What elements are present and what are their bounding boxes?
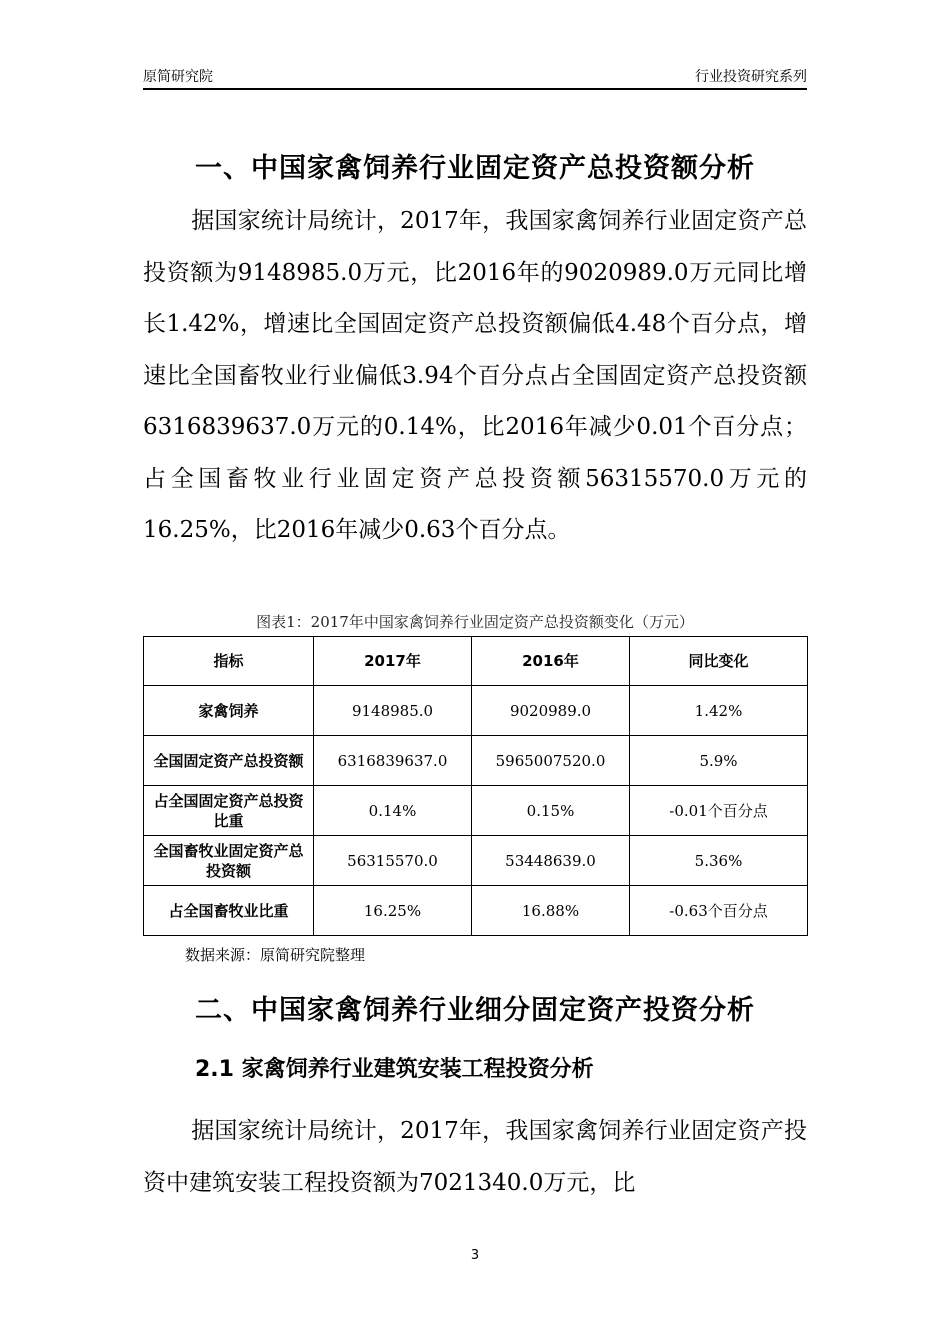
- row-label: 占全国畜牧业比重: [144, 886, 314, 936]
- section2-paragraph: [143, 1106, 807, 1209]
- page-header: [143, 62, 807, 90]
- table-cell: 6316839637.0: [314, 736, 472, 786]
- table-header-cell: 2017年: [314, 637, 472, 686]
- table-cell: 16.88%: [472, 886, 630, 936]
- investment-table: [143, 636, 808, 936]
- section1-paragraph: [143, 196, 807, 557]
- section2-paragraph-text: 据国家统计局统计，2017年，我国家禽饲养行业固定资产投资中建筑安装工程投资额为7021340.0万元，比: [143, 1118, 807, 1196]
- table-header-cell: 同比变化: [630, 637, 808, 686]
- header-org-name: 原简研究院: [143, 69, 213, 85]
- table-cell: 9148985.0: [314, 686, 472, 736]
- page-number: 3: [470, 1248, 480, 1263]
- table-cell: 0.14%: [314, 786, 472, 836]
- row-label: 全国畜牧业固定资产总投资额: [144, 836, 314, 886]
- table-row: [144, 886, 808, 936]
- table-row: [144, 686, 808, 736]
- table-cell: 53448639.0: [472, 836, 630, 886]
- table-caption: 图表1：2017年中国家禽饲养行业固定资产总投资额变化（万元）: [256, 613, 694, 631]
- table-row: [144, 786, 808, 836]
- section1-paragraph-text: 据国家统计局统计，2017年，我国家禽饲养行业固定资产总投资额为9148985.0万元，比2016年的9020989.0万元同比增长1.42%，增速比全国固定资产总投资额偏低4.48个百分点，增速比全国畜牧业行业偏低3.94个百分点占全国固定资产总投资额6316839637.0万元的0.14%，比2016年减少0.01个百分点；占全国畜牧业行业固定资产总投资额56315570.0万元的16.25%，比2016年减少0.63个百分点。: [143, 208, 807, 543]
- row-label: 占全国固定资产总投资比重: [144, 786, 314, 836]
- table-cell: 5965007520.0: [472, 736, 630, 786]
- table-cell: -0.63个百分点: [630, 886, 808, 936]
- row-label: 家禽饲养: [144, 686, 314, 736]
- table-cell: 0.15%: [472, 786, 630, 836]
- table-cell: 56315570.0: [314, 836, 472, 886]
- table-cell: 16.25%: [314, 886, 472, 936]
- table-row: [144, 736, 808, 786]
- section1-title: 一、中国家禽饲养行业固定资产总投资额分析: [195, 153, 755, 184]
- row-label: 全国固定资产总投资额: [144, 736, 314, 786]
- table-source-note: 数据来源：原简研究院整理: [185, 946, 366, 964]
- table-cell: 5.9%: [630, 736, 808, 786]
- table-header-row: [144, 637, 808, 686]
- table-cell: 5.36%: [630, 836, 808, 886]
- table-header-cell: 指标: [144, 637, 314, 686]
- table-header-cell: 2016年: [472, 637, 630, 686]
- table-cell: 9020989.0: [472, 686, 630, 736]
- section2-subtitle: 2.1 家禽饲养行业建筑安装工程投资分析: [195, 1057, 594, 1082]
- table-row: [144, 836, 808, 886]
- table-cell: -0.01个百分点: [630, 786, 808, 836]
- header-series-name: 行业投资研究系列: [695, 69, 807, 85]
- table-cell: 1.42%: [630, 686, 808, 736]
- section2-title: 二、中国家禽饲养行业细分固定资产投资分析: [195, 995, 755, 1026]
